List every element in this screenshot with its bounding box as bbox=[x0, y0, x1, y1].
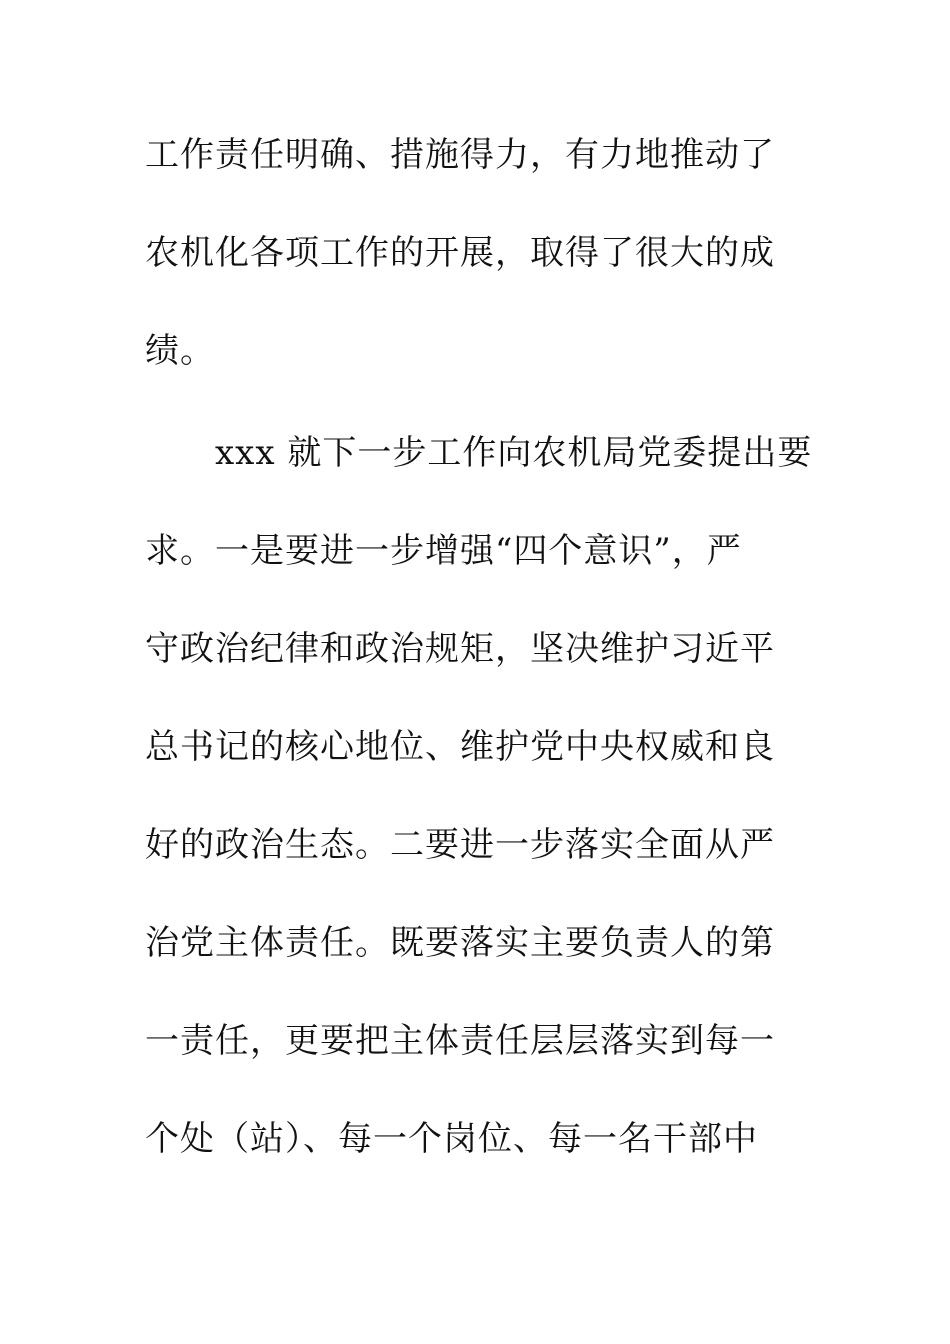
text-line: 求。一是要进一步增强“四个意识”，严 bbox=[145, 531, 742, 571]
text-line: 工作责任明确、措施得力，有力地推动了 bbox=[145, 135, 775, 175]
text-line: 总书记的核心地位、维护党中央权威和良 bbox=[145, 727, 775, 767]
text-line: 治党主体责任。既要落实主要负责人的第 bbox=[145, 923, 775, 963]
text-line: 农机化各项工作的开展，取得了很大的成 bbox=[145, 233, 775, 273]
text-line: 一责任，更要把主体责任层层落实到每一 bbox=[145, 1021, 775, 1061]
text-line: 个处（站）、每一个岗位、每一名干部中 bbox=[145, 1119, 758, 1159]
text-line: 好的政治生态。二要进一步落实全面从严 bbox=[145, 825, 775, 865]
text-line: 绩。 bbox=[145, 331, 215, 371]
text-line: 守政治纪律和政治规矩，坚决维护习近平 bbox=[145, 629, 775, 669]
text-line: xxx 就下一步工作向农机局党委提出要 bbox=[215, 433, 813, 473]
